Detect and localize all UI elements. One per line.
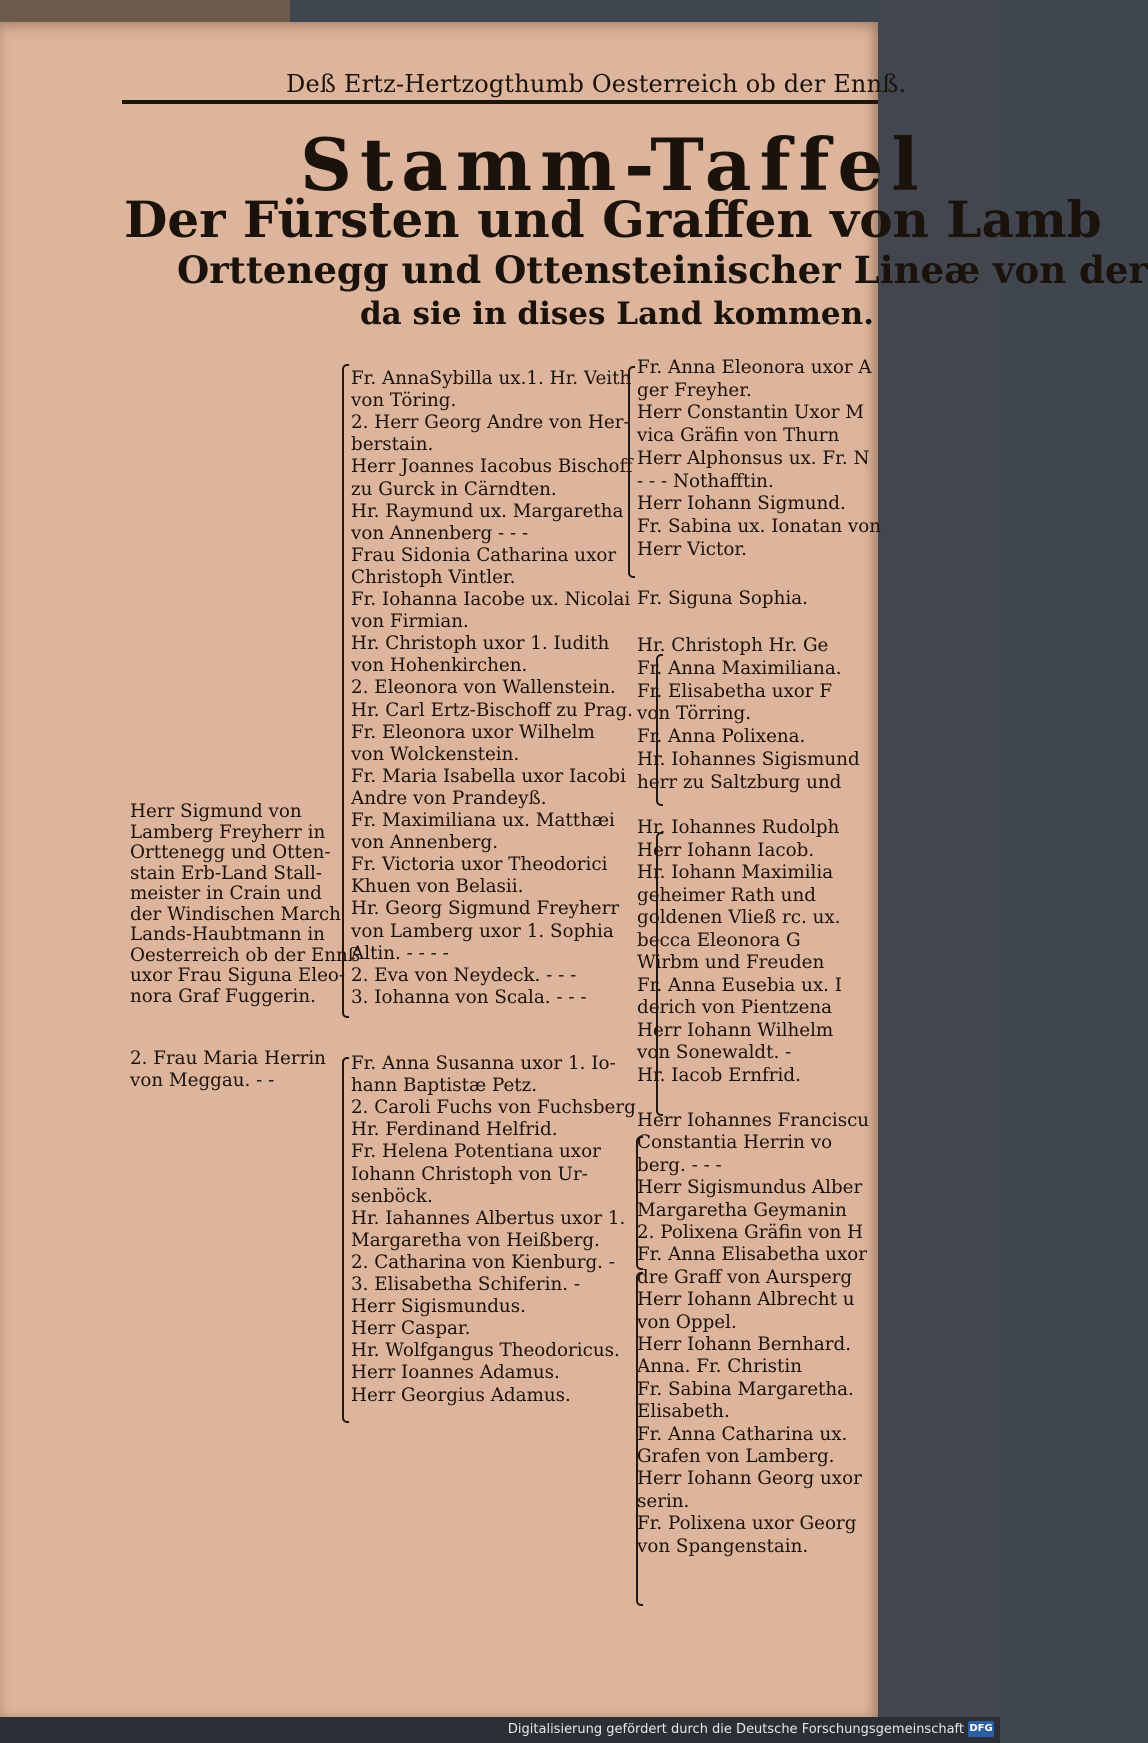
col3-line: Fr. Polixena uxor Georg [637,1513,857,1535]
col3-line: Hr. Iohann Maximilia [637,862,834,883]
col2-line: Herr Joannes Iacobus Bischoff [351,456,633,478]
col2-line: Fr. Helena Potentiana uxor [351,1141,601,1163]
col2-line: Fr. Victoria uxor Theodorici [351,854,608,876]
col3-line: Hr. Iohannes Sigismund [637,749,860,770]
col1-line: Lands-Haubtmann in [130,924,325,945]
col3-line: berg. - - - [637,1154,722,1176]
col1-line: Lamberg Freyherr in [130,821,326,843]
col2-line: Fr. Iohanna Iacobe ux. Nicolai [351,589,631,610]
footer-credit: Digitalisierung gefördert durch die Deutsche Forschungsgemeinschaft [507,1722,964,1737]
running-head: Deß Ertz-Hertzogthumb Oesterreich ob der Ennß. [286,70,907,98]
col3-line: Herr Alphonsus ux. Fr. N [637,447,870,469]
col2-line: 2. Catharina von Kienburg. - [351,1251,615,1273]
col2-line: Hr. Wolfgangus Theodoricus. [351,1340,620,1362]
col2-line: senböck. [351,1185,433,1207]
col2-line: 2. Eva von Neydeck. - - - [351,964,577,986]
col3-line: Grafen von Lamberg. [637,1446,835,1467]
col2-line: 2. Herr Georg Andre von Her- [351,412,630,434]
title-line-4: da sie in dises Land kommen. [360,296,874,332]
col3-line: ger Freyher. [637,379,752,401]
brace-column2-lower [342,1057,349,1423]
col3-line: Herr Iohann Wilhelm [637,1019,834,1041]
col1-line: Oesterreich ob der Ennß [130,944,361,966]
col3-line: Fr. Anna Elisabetha uxor [637,1244,867,1266]
col1-line: Orttenegg und Otten- [130,842,331,863]
col2-line: zu Gurck in Cärndten. [351,478,557,500]
col2-line: Hr. Christoph uxor 1. Iudith [351,633,610,655]
col1-line: nora Graf Fuggerin. [130,985,316,1007]
col2-line: 3. Iohanna von Scala. - - - [351,986,587,1008]
col2-line: Herr Georgius Adamus. [351,1384,571,1406]
col3-line: herr zu Saltzburg und [637,771,842,793]
col3-line: Margaretha Geymanin [637,1199,847,1221]
col3-line: goldenen Vließ rc. ux. [637,907,841,928]
col3-line: Wirbm und Freuden [637,952,825,973]
col2-line: von Firmian. [351,611,469,633]
dfg-logo: DFG [968,1721,994,1737]
col2-line: Fr. Maria Isabella uxor Iacobi [351,765,626,787]
col2-line: Iohann Christoph von Ur- [351,1163,588,1185]
col3-line: Fr. Anna Eleonora uxor A [637,357,872,378]
col3-line: Fr. Elisabetha uxor F [637,680,833,702]
col2-line: Fr. Eleonora uxor Wilhelm [351,721,595,743]
col3-line: von Spangenstain. [637,1535,809,1557]
col3-line: Fr. Anna Catharina ux. [637,1423,848,1445]
col3-line: Elisabeth. [637,1401,730,1423]
col2-line: Fr. Anna Susanna uxor 1. Io- [351,1053,616,1074]
col2-line: 2. Caroli Fuchs von Fuchsberg [351,1097,636,1119]
col3-line: derich von Pientzena [637,997,833,1018]
col2-line: Hr. Raymund ux. Margaretha [351,500,624,522]
col2-line: hann Baptistæ Petz. [351,1075,538,1097]
col2-line: von Annenberg - - - [351,522,529,544]
col2-line: Frau Sidonia Catharina uxor [351,544,617,566]
header-rule [122,100,878,104]
col3-line: Fr. Anna Maximiliana. [637,657,842,679]
col2-line: Altin. - - - - [351,942,449,964]
col2-line: Hr. Carl Ertz-Bischoff zu Prag. [351,699,633,721]
col3-line: Herr Constantin Uxor M [637,402,864,424]
col3-line: Herr Iohannes Franciscu [637,1110,870,1131]
col3-line: Fr. Anna Polixena. [637,726,806,748]
col3-line: vica Gräfin von Thurn [637,425,840,447]
col3-line: Herr Iohann Georg uxor [637,1468,862,1490]
col3-line: serin. [637,1490,690,1512]
col3-line: Herr Iohann Bernhard. [637,1334,852,1355]
col2-line: Herr Caspar. [351,1318,471,1340]
col3-line: - - - Nothafftin. [637,470,774,492]
col2-line: von Wolckenstein. [351,743,520,765]
title-line-1: Stamm-Taffel [300,122,927,207]
col1-line: 2. Frau Maria Herrin [130,1048,326,1069]
col3-line: von Törring. [637,703,752,725]
col3-line: Fr. Sabina Margaretha. [637,1378,854,1400]
col2-line: Hr. Ferdinand Helfrid. [351,1119,558,1141]
col1-line: meister in Crain und [130,883,322,904]
col2-line: Margaretha von Heißberg. [351,1229,600,1251]
col2-line: Khuen von Belasii. [351,876,524,898]
col2-line: von Lamberg uxor 1. Sophia [351,920,614,942]
document-page [0,22,1148,1717]
col3-line: Hr. Iohannes Rudolph [637,817,840,838]
col2-line: Herr Sigismundus. [351,1296,526,1318]
col3-line: Herr Victor. [637,538,747,560]
col3-line: becca Eleonora G [637,929,801,951]
col3-line: Constantia Herrin vo [637,1132,833,1154]
col3-line: Fr. Sabina ux. Ionatan von [637,515,882,537]
col3-line: Hr. Iacob Ernfrid. [637,1064,801,1086]
col3-line: von Sonewaldt. - [637,1042,792,1063]
col2-line: von Hohenkirchen. [351,655,528,677]
col3-line: dre Graff von Aursperg [637,1266,853,1288]
col3-line: Hr. Christoph Hr. Ge [637,635,829,656]
col2-line: Hr. Georg Sigmund Freyherr [351,898,620,920]
title-line-2: Der Fürsten und Graffen von Lamb [124,190,1102,249]
col2-line: Herr Ioannes Adamus. [351,1362,560,1384]
col3-line: 2. Polixena Gräfin von H [637,1222,864,1243]
col3-line: Herr Iohann Sigmund. [637,493,846,515]
col3-line: Herr Sigismundus Alber [637,1177,863,1199]
col2-line: Fr. AnnaSybilla ux.1. Hr. Veith [351,368,632,389]
col2-line: Andre von Prandeyß. [351,787,547,809]
col1-line: Herr Sigmund von [130,801,302,822]
col3-line: Herr Iohann Albrecht u [637,1289,855,1311]
col2-line: Hr. Iahannes Albertus uxor 1. [351,1207,626,1229]
col3-line: geheimer Rath und [637,884,816,906]
col2-line: Fr. Maximiliana ux. Matthæi [351,810,615,831]
col3-line: Anna. Fr. Christin [637,1356,803,1378]
col3-line: Fr. Siguna Sophia. [637,588,808,609]
col2-line: von Annenberg. [351,832,499,854]
col1-line: der Windischen March [130,903,341,925]
col3-line: Herr Iohann Iacob. [637,839,815,861]
col1-line: uxor Frau Siguna Eleo- [130,965,346,986]
col2-line: 2. Eleonora von Wallenstein. [351,677,616,699]
col3-line: Fr. Anna Eusebia ux. I [637,974,843,996]
col2-line: berstain. [351,434,434,456]
col2-line: von Töring. [351,390,457,412]
col2-line: Christoph Vintler. [351,566,516,588]
title-line-3: Orttenegg und Ottensteinischer Lineæ von der [177,248,1148,292]
col2-line: 3. Elisabetha Schiferin. - [351,1274,581,1295]
col1-line: von Meggau. - - [130,1070,275,1091]
col1-line: stain Erb-Land Stall- [130,862,322,884]
brace-column2-upper [342,364,349,1018]
col3-line: von Oppel. [637,1311,737,1333]
